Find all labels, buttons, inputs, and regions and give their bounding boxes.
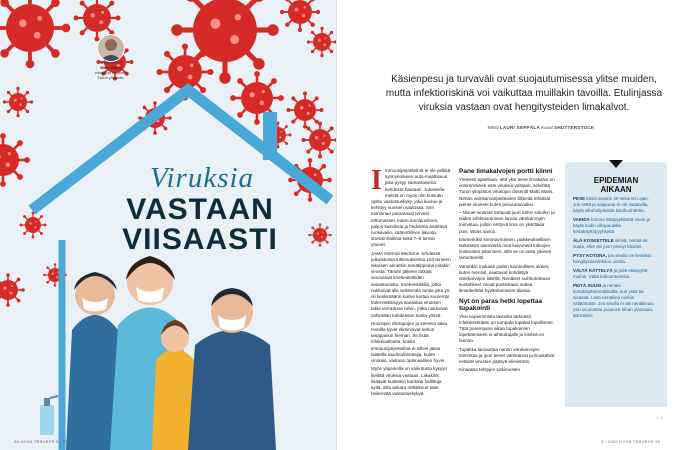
title-line-2: VIISAASTI	[122, 223, 278, 256]
title-line-1: VASTAAN	[126, 193, 274, 226]
subheading: Pane limakalvojen portti kiinni	[459, 168, 553, 175]
body-paragraph: mmuunijärjestelmä ei ole pelkkä synnynnäinen auto-maattisuus, joka pysyy samanlaisena kehdosta hautaan. Jokaisella meistä on myös niin kutsuttu opittu vastustuskyky, joka kuuluu ja kehittyy vuosien saatossa. Sen toiminnan parantavat terveet tottumukset, kuten monipuolinen, paljon kasviksia ja hedelmiä sisältävä ruokavalio, säännöllinen liikunta, stressinhallinta sekä 7–9 tunnin yöunet.	[371, 168, 451, 248]
body-paragraph: Yleisesti ajatellaan, että yksi terve limakalvo on ensimmäinen este viruksia vastaan, selvittää Turun yliopiston virusopin dosentti Matti Waris. Nenän vamkarvanpeitteiden liikkeitä tehtävät pienet virukset kuten pesuuntovuiksi.	[459, 177, 555, 207]
family-illustration	[40, 256, 276, 450]
dropcap: I	[371, 165, 382, 196]
body-paragraph: Huonojen elintapojen ja stressin takia monilla kyvet eliminoivat kehon tasapainon hieman. Se lisää infektioalttiutta, koska immuunijärjestelmä ei silloin jaksa taistella taudinaiheuttajia, kuten viruksia, vastaan optimaalisen hyvin.	[371, 320, 448, 364]
body-paragraph: Varsinkin mukaan joiden luonnollisen aineet, kuten mentoli, saattavat kohdistyä värekarvojen liikettä. Nenäiset suihkutettavat sunlahkeet voivat puolestaan auttaa ilmankeittää hyvänkanavien tilansa.	[459, 263, 550, 294]
body-paragraph: Kinaassa tehtyjen tutkimusten	[459, 367, 521, 373]
lead-paragraph: Käsienpesu ja turvaväli ovat suojautumisessa ylitse muiden, mutta infektioriskinä voi vaikuttaa muillakin tavoilla. Etulinjassa viruksia vastaan ovat hengitysteiden limakalvot.	[385, 74, 663, 113]
sidebar-item: VÄLTÄ KÄTTELYÄ ja pidä etäisyyttä muihin. Vältä kokoontumisia.	[573, 268, 648, 279]
caption-expert-name: Matti Waris	[100, 65, 122, 70]
sidebar-item: PYSY KOTONA, jos sinulla on lieviäkin hengitystieinfektion oireita.	[573, 253, 652, 264]
title-script: Viruksia	[149, 162, 255, 194]
sidebar-item: PESE käsiä ainakin 20 sekunnin ajan. Jos vettä ja saippuaa ei ole saatavilla, käytä alkoholipitoista käsihuuhdetta.	[573, 196, 649, 213]
credit-label-photo: Kuvat	[541, 125, 553, 130]
body-paragraph: Tupakka lamauttaa nenän värekarvojen toimintaa ja juuri tervet värekarvat ja limakalvot estävät virusten pääsyä elimistöön.	[459, 346, 555, 365]
arrow-down-icon	[609, 160, 623, 168]
right-page	[337, 0, 674, 450]
author-signature: L.S.	[656, 415, 664, 420]
expert-caption	[82, 60, 140, 80]
body-paragraph: Myös ylipainolla on vaikutusta kykyyn kieltää viruksia vastaan. Liikakilot lisäävät kuitenkin karistaa hallittuja syitä, sillä ankara nälkäkuuri taas heikentää vastustuskykyä.	[371, 366, 448, 397]
sidebar-box	[565, 162, 667, 407]
expert-avatar	[97, 34, 125, 62]
byline	[487, 125, 595, 130]
title-main	[95, 195, 305, 255]
subheading: Nyt on paras hetki lopettaa tupakointi	[459, 297, 543, 312]
sidebar-list	[573, 196, 655, 322]
folio-left: 38 HYVÄ TERVEYS 5 / 2020	[14, 439, 73, 444]
caption-line: Turun yliopisto.	[97, 75, 125, 80]
credit-label-text: Teksti	[487, 125, 499, 130]
credit-photo: SHUTTERSTOCK	[554, 125, 595, 130]
body-paragraph: Esimerkiksi koronaviruksen, poikkeuksellisen tärkeässä asemassa ovat kuivuneet kalvojen kosteuden pitäminen, sillä se on sekä yleinen tartuntareitti.	[459, 236, 552, 261]
sidebar-item: ÄLÄ KOSKETTELE silmiä, nenää tai suuta, ellet ole juuri pessyt käsiäsi.	[573, 238, 648, 249]
body-paragraph: Yksi nopeimmista tavoista tärkeästi infektioriskiään on tumpata tupakat lopullisesti. Tätä parempana aikaa tupakoinnin lopettamiseen ei aiheuttajalle ja kiinteä on hienoa.	[459, 313, 554, 344]
sidebar-item: VAIHDA kotona käsipyyhkettä usein ja käytä kodin ulkopuolella kertakäyttöpyyhkeitä.	[573, 217, 650, 234]
folio-right: 5 / 2020 HYVÄ TERVEYS 39	[601, 439, 660, 444]
article-column-2	[459, 165, 555, 375]
body-paragraph: JAMA Internal Medicine -lehdessä julkaistussa tutkimuksessa 153 terveen aikuisen annettiin nenätippoina joitakin virusta. Tämän jälkeen tutkijat seurasivat koehenkilöiden sairastumista. Koehenkilöillä, jotka nukkuivat alle seitsemän tuntia joka yö, oli keskimäärin kolme kertaa suurempi todennäköisyys sairastua viruksen takia verrattuna niihin, jotka nukkuivat vähintään kahdeksan tuntia yössä.	[371, 250, 451, 318]
body-paragraph: – Monet virukset tarttuvat juuri nähin soluihin ja niiden infektoituminen lamaa värekarvojen toimintaa, jolloin erittyvä lima on yksittäisä pois, Waris sanoo.	[459, 210, 555, 234]
sidebar-title-line: EPIDEMIAN	[593, 176, 639, 185]
credit-author: LAURI SEPPÄLÄ	[499, 125, 541, 130]
article-column-1	[371, 165, 451, 399]
caption-line: virusopin dosentti,	[94, 70, 128, 75]
caption-line: Asiantuntija	[100, 60, 122, 65]
sidebar-title-line: AIKAAN	[600, 185, 632, 194]
sidebar-title	[565, 176, 667, 194]
chimney	[263, 112, 277, 160]
virus-cluster	[0, 0, 337, 307]
sidebar-item: PEITÄ SUUSI ja nenäsi kertakäyttönenäliinalla, kun yskit tai aivastat. Laita nenäliina roskiin välittömästi. Jos sinulla ei ole nenäliinaa, yski tai aivasta puserosi hihan yläosaan, älä käsiisi.	[573, 283, 655, 318]
